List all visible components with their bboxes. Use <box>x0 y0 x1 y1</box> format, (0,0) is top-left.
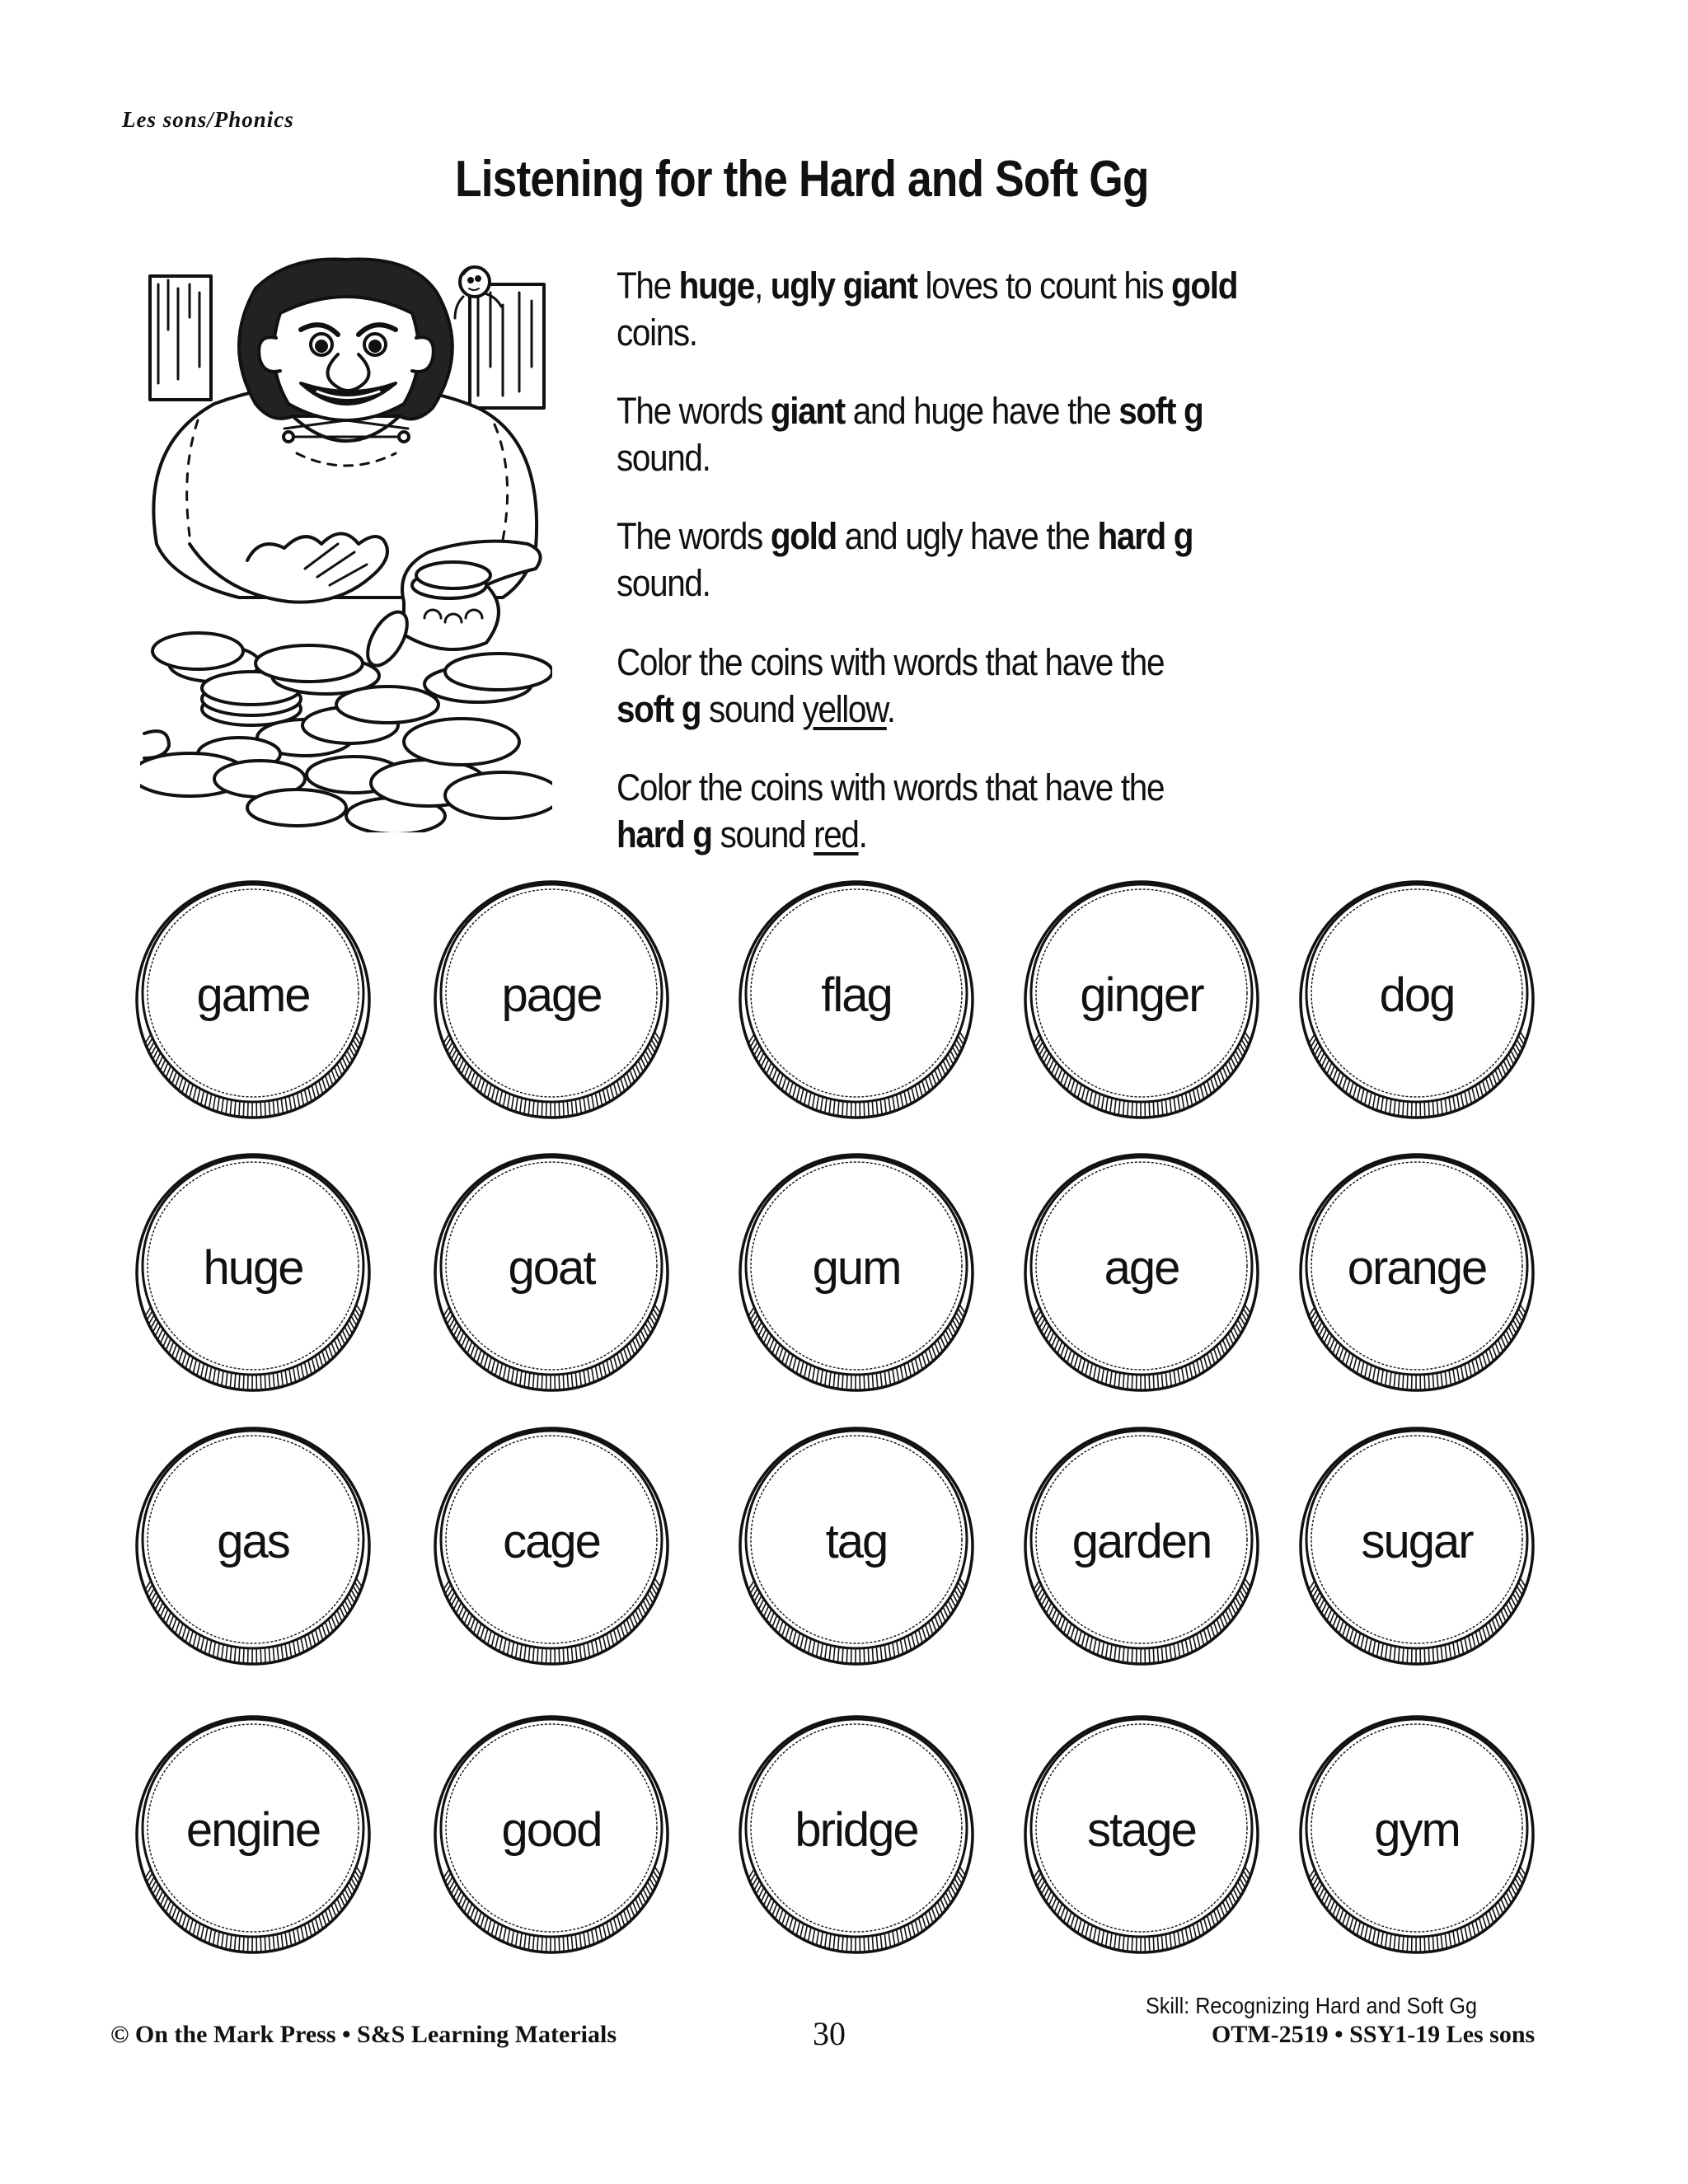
coin-dog[interactable] <box>1297 879 1536 1120</box>
giant-illustration <box>140 247 552 832</box>
coin-word: flag <box>821 968 892 1022</box>
coin-gym[interactable] <box>1297 1714 1536 1955</box>
coin-word: bridge <box>795 1802 918 1857</box>
coin-age[interactable] <box>1022 1152 1261 1393</box>
instruction-line <box>617 811 1164 858</box>
emphasis-word: soft g <box>617 688 701 730</box>
coin-goat[interactable] <box>432 1152 671 1393</box>
instruction-line <box>617 764 1164 811</box>
coin-word: ginger <box>1080 968 1203 1022</box>
instruction-line <box>617 434 1203 481</box>
text-run: The words <box>617 390 771 432</box>
instruction-line <box>617 560 1193 607</box>
emphasis-word: gold <box>1171 265 1238 307</box>
instruction-line <box>617 309 1237 356</box>
text-run: sound. <box>617 437 710 479</box>
instruction-line <box>617 387 1203 434</box>
text-run: Color the coins with words that have the <box>617 641 1165 683</box>
coin-word: engine <box>185 1802 321 1857</box>
text-run: . <box>858 813 867 855</box>
coin-ginger[interactable] <box>1022 879 1261 1120</box>
coin-cage[interactable] <box>432 1426 671 1666</box>
coin-word: gym <box>1374 1802 1460 1857</box>
coin-word: cage <box>503 1514 600 1568</box>
emphasis-word: gold <box>770 515 837 557</box>
coin-huge[interactable] <box>134 1152 373 1393</box>
text-run: and ugly have the <box>836 515 1098 557</box>
emphasis-word: hard g <box>1097 515 1193 557</box>
text-run: The words <box>617 515 771 557</box>
instruction-line <box>617 513 1193 560</box>
coin-good[interactable] <box>432 1714 671 1955</box>
coin-word: orange <box>1347 1240 1487 1295</box>
coin-word: sugar <box>1361 1514 1473 1568</box>
text-run <box>835 265 843 307</box>
color-word: yellow <box>802 688 887 730</box>
coin-tag[interactable] <box>737 1426 976 1666</box>
text-run: The <box>617 265 679 307</box>
emphasis-word: giant <box>770 390 845 432</box>
text-run: sound. <box>617 562 710 604</box>
coin-orange[interactable] <box>1297 1152 1536 1393</box>
copyright: © On the Mark Press • S&S Learning Materials <box>110 2021 617 2048</box>
instruction-line <box>617 686 1164 733</box>
coin-game[interactable] <box>134 879 373 1120</box>
emphasis-word: giant <box>842 265 917 307</box>
text-run: and huge have the <box>844 390 1119 432</box>
coin-bridge[interactable] <box>737 1714 976 1955</box>
coin-word: page <box>501 968 602 1022</box>
coin-word: gum <box>812 1240 901 1295</box>
coin-word: gas <box>217 1514 289 1568</box>
skill-label: Skill: Recognizing Hard and Soft Gg <box>1146 1993 1478 2018</box>
instruction-paragraph <box>617 262 1237 356</box>
text-run: loves to count his <box>917 265 1172 307</box>
section-label: Les sons/Phonics <box>122 107 294 132</box>
coin-gas[interactable] <box>134 1426 373 1666</box>
emphasis-word: huge <box>678 265 754 307</box>
instruction-line <box>617 639 1164 686</box>
coin-word: garden <box>1071 1514 1212 1568</box>
instruction-paragraph <box>617 513 1193 607</box>
coin-word: goat <box>508 1240 595 1295</box>
giant-with-coins-icon <box>140 247 552 832</box>
product-code: OTM-2519 • SSY1-19 Les sons <box>1212 2021 1536 2048</box>
text-run: sound <box>701 688 803 730</box>
coin-engine[interactable] <box>134 1714 373 1955</box>
coin-word: stage <box>1087 1802 1196 1857</box>
emphasis-word: ugly <box>770 265 835 307</box>
coin-page[interactable] <box>432 879 671 1120</box>
coin-flag[interactable] <box>737 879 976 1120</box>
text-run: . <box>886 688 895 730</box>
page-number: 30 <box>813 2015 846 2052</box>
coin-gum[interactable] <box>737 1152 976 1393</box>
coin-stage[interactable] <box>1022 1714 1261 1955</box>
instruction-paragraph <box>617 639 1164 733</box>
coin-word: dog <box>1379 968 1455 1022</box>
page-title: Listening for the Hard and Soft Gg <box>455 151 1149 208</box>
coin-word: huge <box>203 1240 303 1295</box>
coin-word: game <box>196 968 310 1022</box>
emphasis-word: hard g <box>617 813 712 855</box>
coin-word: tag <box>825 1514 888 1568</box>
text-run: Color the coins with words that have the <box>617 766 1165 808</box>
coin-word: good <box>501 1802 602 1857</box>
coin-word: age <box>1104 1240 1179 1295</box>
coin-sugar[interactable] <box>1297 1426 1536 1666</box>
emphasis-word: soft g <box>1118 390 1203 432</box>
text-run: , <box>753 265 771 307</box>
text-run: sound <box>711 813 814 855</box>
coin-garden[interactable] <box>1022 1426 1261 1666</box>
color-word: red <box>814 813 859 855</box>
instruction-line <box>617 262 1237 309</box>
text-run: coins. <box>617 312 697 354</box>
instruction-paragraph <box>617 764 1164 858</box>
instruction-paragraph <box>617 387 1203 481</box>
